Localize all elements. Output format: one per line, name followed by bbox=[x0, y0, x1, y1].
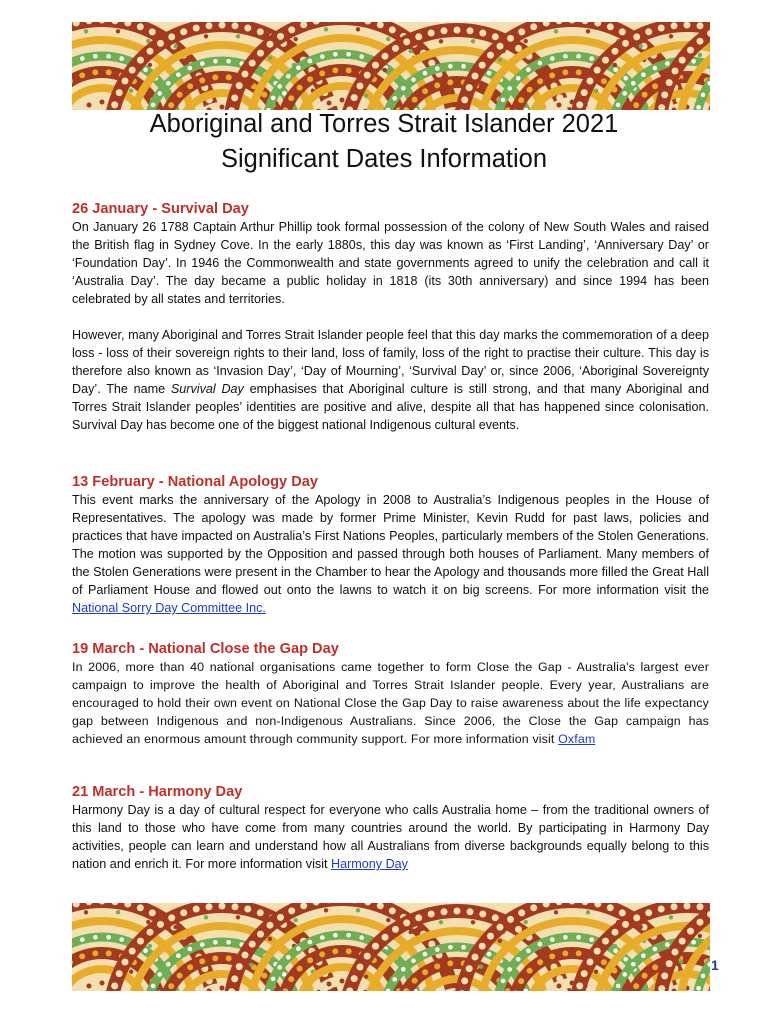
section-close-the-gap-day bbox=[72, 640, 709, 748]
decorative-banner-bottom bbox=[72, 903, 710, 991]
emphasis-text: Survival Day bbox=[170, 382, 244, 396]
section-heading: 13 February - National Apology Day bbox=[72, 474, 318, 490]
section-harmony-day bbox=[72, 783, 709, 873]
national-sorry-day-link[interactable]: National Sorry Day Committee Inc. bbox=[72, 601, 266, 615]
section-paragraph: On January 26 1788 Captain Arthur Phillip took formal possession of the colony of New South Wales and raised the British flag in Sydney Cove. In the early 1880s, this day was known as ‘First Landing’, ‘Anniversary Day’ or ‘Foundation Day’. In 1946 the Commonwealth and state governments agreed to unify the celebration and call it ‘Australia Day’. The day became a public holiday in 1818 (its 30th anniversary) and since 1994 has been celebrated by all states and territories. bbox=[72, 220, 709, 306]
section-paragraph: This event marks the anniversary of the Apology in 2008 to Australia’s Indigenous peoples in the House of Representatives. The apology was made by former Prime Minister, Kevin Rudd for past laws, policies and practices that have impacted on Australia’s First Nations Peoples, particularly members of the Stolen Generations. The motion was supported by the Opposition and passed through both houses of Parliament. Many members of the Stolen Generations were present in the Chamber to hear the Apology and thousands more filled the Great Hall of Parliament House and flowed out onto the lawns to watch it on big screens. For more information visit the National Sorry Day Committee Inc. bbox=[72, 493, 709, 615]
banner-artwork bbox=[72, 22, 710, 110]
section-paragraph: However, many Aboriginal and Torres Strait Islander people feel that this day marks the commemoration of a deep loss - loss of their sovereign rights to their land, loss of family, loss of the right to practise their culture. This day is therefore also known as ‘Invasion Day’, ‘Day of Mourning’, ‘Survival Day’ or, since 2006, ‘Aboriginal Sovereignty Day’. The name Survival Day emphasises that Aboriginal culture is still strong, and that many Aboriginal and Torres Strait Islander peoples’ identities are positive and alive, despite all that has happened since colonisation. Survival Day has become one of the biggest national Indigenous cultural events. bbox=[72, 328, 710, 432]
section-heading: 19 March - National Close the Gap Day bbox=[72, 641, 339, 657]
section-heading: 26 January - Survival Day bbox=[72, 201, 249, 217]
section-national-apology-day bbox=[72, 473, 709, 617]
section-heading: 21 March - Harmony Day bbox=[72, 784, 243, 800]
banner-artwork bbox=[72, 903, 710, 991]
section-paragraph: Harmony Day is a day of cultural respect for everyone who calls Australia home – from the traditional owners of this land to those who have come from many countries around the world. By participating in Harmony Day activities, people can learn and understand how all Australians from diverse backgrounds equally belong to this nation and enrich it. For more information visit Harmony Day bbox=[72, 803, 709, 871]
page-title-line-2: Significant Dates Information bbox=[221, 145, 547, 173]
page-title-line-1: Aboriginal and Torres Strait Islander 2021 bbox=[149, 110, 619, 138]
page-number: 1 bbox=[711, 957, 719, 973]
harmony-day-link[interactable]: Harmony Day bbox=[330, 857, 408, 871]
section-paragraph: In 2006, more than 40 national organisations came together to form Close the Gap - Australia's largest ever campaign to improve the health of Aboriginal and Torres Strait Islander people. Every year, Australians are encouraged to hold their own event on National Close the Gap Day to raise awareness about the life expectancy gap between Indigenous and non-Indigenous Australians. Since 2006, the Close the Gap campaign has achieved an enormous amount through community support. For more information visit Oxfam bbox=[72, 660, 709, 746]
oxfam-link[interactable]: Oxfam bbox=[558, 732, 596, 746]
decorative-banner-top bbox=[72, 22, 710, 110]
section-survival-day bbox=[72, 200, 709, 434]
